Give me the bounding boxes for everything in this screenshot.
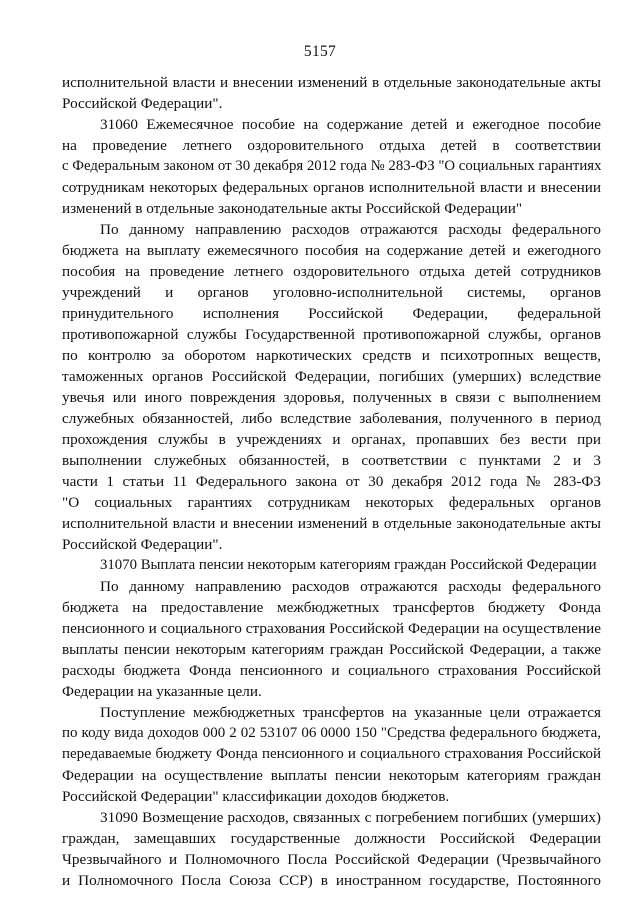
text-line: бюджета на выплату ежемесячного пособия на содержание детей и ежегодного xyxy=(62,242,601,259)
text-line: сотрудникам некоторых федеральных органов исполнительной власти и внесении xyxy=(62,179,601,196)
text-line: учреждений и органов уголовно-исполнительной системы, органов xyxy=(62,284,601,301)
text-line: "О социальных гарантиях сотрудникам некоторых федеральных органов xyxy=(62,494,601,511)
text-line: Чрезвычайного и Полномочного Посла Российской Федерации (Чрезвычайного xyxy=(62,851,601,868)
text-line: 31090 Возмещение расходов, связанных с погребением погибших (умерших) xyxy=(100,809,601,826)
text-line: передаваемые бюджету Фонда пенсионного и социального страхования Российской xyxy=(62,746,601,762)
text-line: 31060 Ежемесячное пособие на содержание детей и ежегодное пособие xyxy=(100,116,601,133)
text-line: бюджета на предоставление межбюджетных трансфертов бюджету Фонда xyxy=(62,599,601,616)
text-line: по контролю за оборотом наркотических средств и психотропных веществ, xyxy=(62,347,601,364)
text-line: 31070 Выплата пенсии некоторым категориям граждан Российской Федерации xyxy=(100,557,597,573)
text-line: Федерации на осуществление выплаты пенсии некоторым категориям граждан xyxy=(62,767,601,784)
text-line: таможенных органов Российской Федерации, погибших (умерших) вследствие xyxy=(62,368,601,385)
text-line: по коду вида доходов 000 2 02 53107 06 0000 150 "Средства федерального бюджета, xyxy=(62,725,601,741)
text-line: пенсионного и социального страхования Российской Федерации на осуществление xyxy=(62,620,601,637)
text-line: По данному направлению расходов отражаются расходы федерального xyxy=(100,221,601,238)
text-line: Федерации на указанные цели. xyxy=(62,683,262,700)
text-line: с Федеральным законом от 30 декабря 2012 года № 283-ФЗ "О социальных гарантиях xyxy=(62,158,601,174)
text-line: и Полномочного Посла Союза ССР) в иностранном государстве, Постоянного xyxy=(62,872,601,889)
text-line: части 1 статьи 11 Федерального закона от 30 декабря 2012 года № 283-ФЗ xyxy=(62,473,601,490)
text-line: принудительного исполнения Российской Федерации, федеральной xyxy=(62,305,601,322)
text-line: на проведение летнего оздоровительного отдыха детей в соответствии xyxy=(62,137,601,154)
text-line: Российской Федерации". xyxy=(62,95,223,112)
text-line: противопожарной службы Государственной противопожарной службы, органов xyxy=(62,326,601,343)
text-line: исполнительной власти и внесении изменений в отдельные законодательные акты xyxy=(62,515,601,532)
text-line: прохождения службы в учреждениях и органах, пропавших без вести при xyxy=(62,431,601,448)
text-line: пособия на проведение летнего оздоровительного отдыха детей сотрудников xyxy=(62,263,601,280)
text-line: расходы бюджета Фонда пенсионного и социального страхования Российской xyxy=(62,662,601,679)
text-line: Российской Федерации" классификации доходов бюджетов. xyxy=(62,788,450,805)
text-line: По данному направлению расходов отражаются расходы федерального xyxy=(100,578,601,595)
text-line: выплаты пенсии некоторым категориям граждан Российской Федерации, а также xyxy=(62,641,601,658)
text-line: Поступление межбюджетных трансфертов на указанные цели отражается xyxy=(100,704,601,721)
text-line: выполнении служебных обязанностей, в соответствии с пунктами 2 и 3 xyxy=(62,452,601,469)
text-line: увечья или иного повреждения здоровья, полученных в связи с выполнением xyxy=(62,389,601,406)
text-line: служебных обязанностей, либо вследствие заболевания, полученного в период xyxy=(62,410,601,427)
page-number: 5157 xyxy=(303,43,337,60)
text-line: Российской Федерации". xyxy=(62,536,223,553)
text-line: граждан, замещавших государственные должности Российской Федерации xyxy=(62,830,601,847)
text-line: изменений в отдельные законодательные акты Российской Федерации" xyxy=(62,200,523,217)
document-body xyxy=(62,72,601,891)
text-line: исполнительной власти и внесении изменений в отдельные законодательные акты xyxy=(62,74,601,91)
